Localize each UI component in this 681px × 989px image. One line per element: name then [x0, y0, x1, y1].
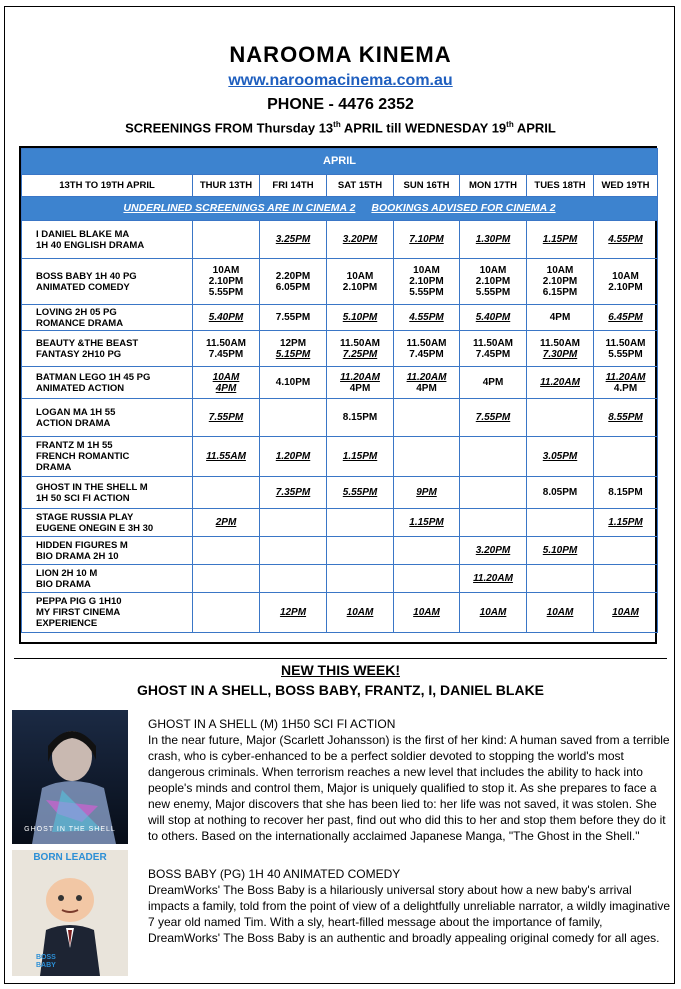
showtime-cell	[394, 305, 460, 331]
showtime-cell	[594, 437, 658, 477]
showtime-cell	[460, 331, 527, 367]
showtime-cell	[260, 509, 327, 537]
showtime: 5.40PM	[475, 312, 511, 323]
film-name: PEPPA PIG G 1H10 MY FIRST CINEMA EXPERIENCE	[22, 593, 193, 633]
showtime-cell	[594, 221, 658, 259]
showtime: 10AM 2.10PM	[342, 270, 378, 293]
showtime-cell	[193, 565, 260, 593]
showtime: 2PM	[215, 517, 237, 528]
film-row	[22, 259, 658, 305]
showtime-cell	[193, 305, 260, 331]
notice-row	[22, 197, 658, 221]
showtime-cell	[460, 399, 527, 437]
showtime: 11.55AM	[206, 451, 246, 462]
showtime-cell	[327, 331, 394, 367]
showtime-cell	[394, 399, 460, 437]
showtime: 1.15PM	[542, 234, 578, 245]
showtime-cell	[594, 537, 658, 565]
film-row	[22, 399, 658, 437]
showtime: 4.55PM	[409, 312, 444, 323]
showtime-cell	[594, 509, 658, 537]
divider	[14, 658, 667, 659]
showtime-line: 11.20AM	[340, 371, 380, 383]
showtime-cell	[260, 565, 327, 593]
showtime-cell	[460, 565, 527, 593]
film-row	[22, 509, 658, 537]
showtime: 10AM 2.10PM	[608, 270, 643, 293]
ghost-in-the-shell-poster	[12, 710, 128, 844]
day-header: SUN 16TH	[394, 175, 460, 197]
showtime-line: 7.30PM	[542, 348, 578, 360]
showtime-cell	[193, 593, 260, 633]
showtime-cell	[193, 399, 260, 437]
showtime-cell	[260, 593, 327, 633]
showtime: 7.55PM	[475, 412, 511, 423]
film-name: GHOST IN THE SHELL M 1H 50 SCI FI ACTION	[22, 477, 193, 509]
showtime-cell	[527, 221, 594, 259]
showtime: 5.40PM	[208, 312, 244, 323]
film-name: BEAUTY &THE BEAST FANTASY 2H10 PG	[22, 331, 193, 367]
showtime: 11.20AM	[540, 377, 580, 388]
showtime-cell	[327, 399, 394, 437]
day-header: FRI 14TH	[260, 175, 327, 197]
showtime-cell	[260, 305, 327, 331]
film-row	[22, 477, 658, 509]
notice-cell	[22, 197, 658, 221]
showtime-cell	[594, 367, 658, 399]
range-label: 13TH TO 19TH APRIL	[22, 175, 193, 197]
showtime-cell	[260, 477, 327, 509]
showtime: 7.55PM	[275, 312, 311, 323]
showtime: 6.45PM	[608, 312, 643, 323]
showtime-cell	[594, 477, 658, 509]
showtime-cell	[460, 259, 527, 305]
showtime: 1.15PM	[342, 451, 378, 462]
showtime: 1.15PM	[409, 517, 444, 528]
showtime: 8.05PM	[542, 487, 578, 498]
boss-baby-description	[148, 866, 673, 946]
boss-baby-poster	[12, 850, 128, 976]
showtime: 11.50AM 7.45PM	[472, 337, 514, 360]
showtime: 10AM 2.10PM 6.15PM	[542, 265, 578, 298]
boss-baby-logo: BOSS BABY	[36, 954, 56, 969]
showtime-cell	[460, 305, 527, 331]
showtime-cell	[394, 437, 460, 477]
showtime: 11.50AM 5.55PM	[605, 337, 646, 360]
showtime: 8.15PM	[342, 412, 378, 423]
showtime-line: 11.50AM	[539, 337, 581, 349]
showtime-line: 4.PM	[613, 382, 638, 394]
showtime: 10AM	[546, 607, 574, 618]
showtime-cell	[327, 367, 394, 399]
showtime-cell	[260, 399, 327, 437]
showtime-cell	[394, 477, 460, 509]
showtime-cell	[193, 259, 260, 305]
film-name: LOGAN MA 1H 55 ACTION DRAMA	[22, 399, 193, 437]
showtime-cell	[527, 367, 594, 399]
film-row	[22, 593, 658, 633]
showtime-cell	[193, 331, 260, 367]
showtime	[340, 372, 380, 394]
showtime-cell	[394, 221, 460, 259]
showtime-cell	[527, 259, 594, 305]
showtime: 10AM	[346, 607, 374, 618]
showtime: 11.50AM 7.45PM	[406, 337, 447, 360]
showtime-cell	[594, 399, 658, 437]
schedule-grid	[21, 148, 658, 633]
showtime	[407, 372, 447, 394]
film-row	[22, 437, 658, 477]
showtime-cell	[260, 537, 327, 565]
new-this-week-list: GHOST IN A SHELL, BOSS BABY, FRANTZ, I, DANIEL BLAKE	[136, 682, 545, 698]
showtime-cell	[527, 537, 594, 565]
showtime: 4.55PM	[608, 234, 643, 245]
days-row	[22, 175, 658, 197]
film-name: FRANTZ M 1H 55 FRENCH ROMANTIC DRAMA	[22, 437, 193, 477]
day-header: THUR 13TH	[193, 175, 260, 197]
showtime-cell	[327, 221, 394, 259]
showtime-cell	[394, 331, 460, 367]
boss-baby-art	[12, 850, 128, 976]
showtime-line: 4PM	[416, 382, 437, 394]
day-header: SAT 15TH	[327, 175, 394, 197]
day-header: TUES 18TH	[527, 175, 594, 197]
showtime: 10AM 2.10PM 5.55PM	[208, 265, 244, 298]
showtime-cell	[193, 477, 260, 509]
showtime-cell	[327, 593, 394, 633]
showtime-cell	[594, 331, 658, 367]
showtime: 7.35PM	[275, 487, 311, 498]
showtime: 3.05PM	[542, 451, 578, 462]
showtime-cell	[260, 437, 327, 477]
showtime-cell	[327, 305, 394, 331]
showtime-cell	[394, 509, 460, 537]
showtime	[540, 338, 580, 360]
showtime-cell	[193, 221, 260, 259]
showtime-line: 11.20AM	[406, 371, 447, 383]
month-row	[22, 149, 658, 175]
showtime-cell	[193, 437, 260, 477]
film-row	[22, 221, 658, 259]
showtime-cell	[527, 305, 594, 331]
showtime-cell	[260, 331, 327, 367]
showtime-line: 11.50AM	[339, 337, 381, 349]
screenings-date-range: SCREENINGS FROM Thursday 13th APRIL till WEDNESDAY 19th APRIL	[125, 120, 556, 136]
film-name: STAGE RUSSIA PLAY EUGENE ONEGIN E 3H 30	[22, 509, 193, 537]
film-name: BATMAN LEGO 1H 45 PG ANIMATED ACTION	[22, 367, 193, 399]
boss-baby-body: DreamWorks' The Boss Baby is a hilariously universal story about how a new baby's arrival impacts a family, told from the point of view of a delightfully unreliable narrator, a wildly imaginative 7 year old named Tim. With a sly, heart-filled message about the importance of family, DreamWorks' The Boss Baby is an authentic and broadly appealing original comedy for all ages.	[148, 883, 671, 945]
showtime: 11.50AM 7.45PM	[205, 337, 247, 360]
showtime-cell	[394, 593, 460, 633]
showtime-cell	[260, 367, 327, 399]
ghost-title: GHOST IN A SHELL (M) 1H50 SCI FI ACTION	[148, 717, 396, 731]
showtime	[606, 372, 646, 394]
showtime: 10AM	[612, 607, 639, 618]
showtime-cell	[527, 565, 594, 593]
boss-baby-tagline: BORN LEADER	[33, 852, 107, 863]
showtime: 9PM	[416, 487, 437, 498]
showtime: 4PM	[549, 312, 571, 323]
showtime-cell	[260, 259, 327, 305]
showtime-cell	[460, 367, 527, 399]
showtime: 5.55PM	[342, 487, 378, 498]
day-header: WED 19TH	[594, 175, 658, 197]
showtime-cell	[527, 593, 594, 633]
showtime-cell	[394, 537, 460, 565]
showtime: 1.15PM	[608, 517, 643, 528]
showtime: 7.10PM	[409, 234, 444, 245]
film-row	[22, 331, 658, 367]
showtime-cell	[327, 537, 394, 565]
showtime: 11.20AM	[473, 573, 513, 584]
ghost-description	[148, 716, 673, 844]
showtime-cell	[327, 509, 394, 537]
ghost-poster-title: GHOST IN THE SHELL	[24, 826, 116, 833]
ghost-body: In the near future, Major (Scarlett Johansson) is the first of her kind: A human saved from a terrible crash, who is cyber-enhanced to be a perfect soldier devoted to stopping the world's most dangerous criminals. When terrorism reaches a new level that includes the ability to hack into people's minds and control them, Major is uniquely qualified to stop it. As she prepares to face a new enemy, Major discovers that she has been lied to: her life was not saved, it was stolen. She will stop at nothing to recover her past, find out who did this to her and stop them before they do it to others. Based on the internationally acclaimed Japanese Manga, "The Ghost in the Shell."	[148, 733, 670, 843]
showtime: 3.20PM	[342, 234, 378, 245]
showtime-cell	[193, 367, 260, 399]
schedule-table	[19, 146, 657, 644]
showtime-cell	[460, 477, 527, 509]
showtime	[340, 338, 380, 360]
showtime-cell	[594, 259, 658, 305]
showtime: 3.20PM	[475, 545, 511, 556]
showtime: 10AM 4PM	[212, 371, 240, 394]
showtime-line: 11.20AM	[605, 371, 646, 383]
showtime-cell	[460, 593, 527, 633]
showtime-cell	[327, 437, 394, 477]
film-name: HIDDEN FIGURES M BIO DRAMA 2H 10	[22, 537, 193, 565]
boss-baby-title: BOSS BABY (PG) 1H 40 ANIMATED COMEDY	[148, 867, 401, 881]
film-row	[22, 565, 658, 593]
showtime: 4.10PM	[275, 377, 311, 388]
showtime: 5.10PM	[342, 312, 378, 323]
film-row	[22, 367, 658, 399]
showtime	[276, 338, 310, 360]
showtime: 10AM 2.10PM 5.55PM	[475, 265, 511, 298]
showtime-cell	[527, 399, 594, 437]
showtime-cell	[460, 537, 527, 565]
showtime-cell	[527, 331, 594, 367]
new-this-week-heading: NEW THIS WEEK!	[281, 662, 400, 678]
showtime-cell	[527, 477, 594, 509]
cinema-title: NAROOMA KINEMA	[229, 42, 452, 67]
showtime-cell	[394, 565, 460, 593]
showtime: 12PM	[279, 607, 307, 618]
cinema2-notice: UNDERLINED SCREENINGS ARE IN CINEMA 2	[123, 202, 356, 214]
showtime: 5.10PM	[542, 545, 578, 556]
showtime: 2.20PM 6.05PM	[275, 270, 311, 293]
showtime: 4PM	[482, 377, 504, 388]
showtime: 8.15PM	[608, 487, 643, 498]
showtime-cell	[594, 565, 658, 593]
showtime-cell	[327, 259, 394, 305]
showtime: 10AM	[413, 607, 440, 618]
showtime-cell	[594, 305, 658, 331]
day-header: MON 17TH	[460, 175, 527, 197]
film-row	[22, 537, 658, 565]
showtime-cell	[260, 221, 327, 259]
showtime-line: 12PM	[279, 337, 307, 349]
showtime-line: 5.15PM	[275, 348, 311, 360]
phone-number: PHONE - 4476 2352	[267, 96, 414, 113]
showtime-cell	[460, 437, 527, 477]
showtime: 7.55PM	[208, 412, 244, 423]
showtime-cell	[193, 509, 260, 537]
showtime-cell	[594, 593, 658, 633]
showtime-cell	[460, 221, 527, 259]
showtime-cell	[527, 509, 594, 537]
month-label: APRIL	[22, 149, 658, 175]
film-name: LOVING 2H 05 PG ROMANCE DRAMA	[22, 305, 193, 331]
film-name: I DANIEL BLAKE MA 1H 40 ENGLISH DRAMA	[22, 221, 193, 259]
showtime-cell	[394, 367, 460, 399]
showtime-line: 7.25PM	[342, 348, 378, 360]
film-name: BOSS BABY 1H 40 PG ANIMATED COMEDY	[22, 259, 193, 305]
showtime-cell	[394, 259, 460, 305]
showtime-cell	[460, 509, 527, 537]
showtime-cell	[327, 565, 394, 593]
bookings-notice: BOOKINGS ADVISED FOR CINEMA 2	[371, 202, 556, 214]
showtime-cell	[327, 477, 394, 509]
showtime: 10AM	[479, 607, 507, 618]
film-name: LION 2H 10 M BIO DRAMA	[22, 565, 193, 593]
film-row	[22, 305, 658, 331]
website-link[interactable]: www.naroomacinema.com.au	[228, 72, 453, 89]
showtime: 1.20PM	[275, 451, 311, 462]
showtime: 10AM 2.10PM 5.55PM	[409, 265, 444, 298]
showtime: 1.30PM	[475, 234, 511, 245]
showtime-cell	[193, 537, 260, 565]
showtime: 8.55PM	[608, 412, 643, 423]
showtime-line: 4PM	[349, 382, 371, 394]
showtime-cell	[527, 437, 594, 477]
ghost-poster-art	[12, 710, 128, 844]
showtime: 3.25PM	[275, 234, 311, 245]
